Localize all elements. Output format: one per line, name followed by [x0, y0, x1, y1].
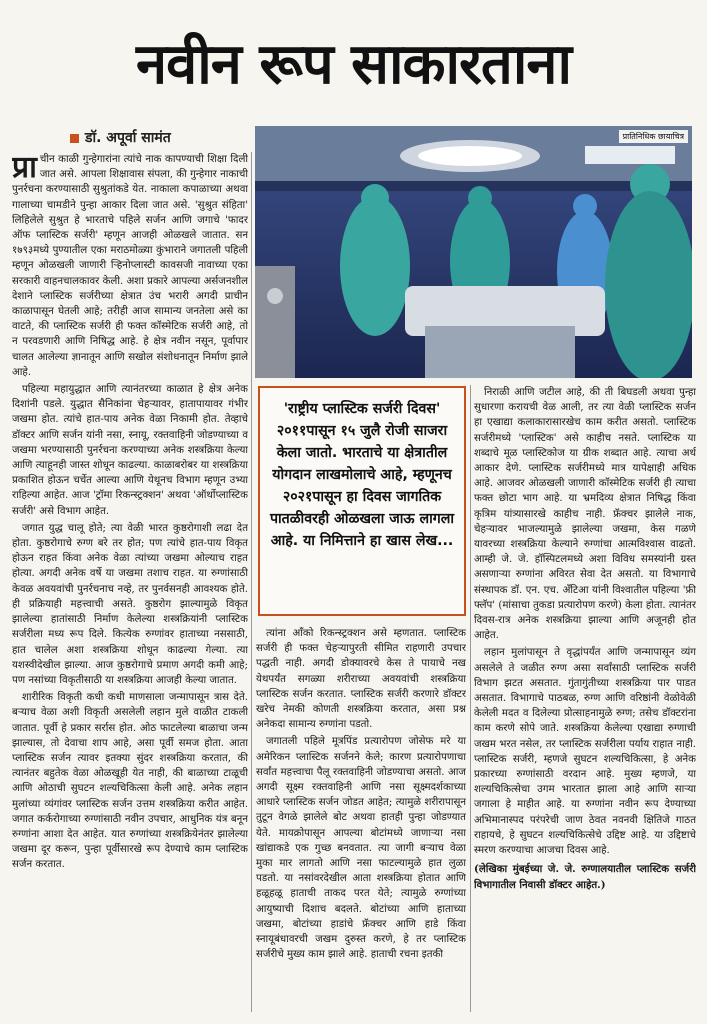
column-divider — [470, 385, 471, 1012]
surgery-photo — [255, 126, 692, 378]
paragraph: लहान मुलांपासून ते वृद्धांपर्यंत आणि जन्मापासून व्यंग असलेले ते जळीत रुग्ण असा सर्वांसाठी प्लास्टिक सर्जरी विभाग झटत असतात. गुंतागुंतीच्या शस्त्रक्रिया पार पाडत असतात. विभागाचे पाठबळ, रुग्ण आणि वरिष्ठांनी वेळोवेळी केलेली मदत व दिलेल्या प्रोत्साहनामुळे रुग्ण; तसेच डॉक्टरांना काम करणे सोपे जाते. शस्त्रक्रिया केलेल्या एखाद्या रुग्णाची जखम भरत नसेल, तर प्लास्टिक सर्जरीला पर्याय राहात नाही. प्लास्टिक सर्जरी, म्हणजे सुघटन शल्यचिकित्सा, हे अनेक प्रकारच्या रुग्णांसाठी वरदान आहे. मुख्य म्हणजे, या शल्यचिकित्सेचा उगम भारतात झाला आहे आणि साऱ्या जगाला हे माहीत आहे. या रुग्णांना नवीन रूप देण्याच्या अभिमानास्पद परंपरेची जाण ठेवत नवनवी क्षितिजे गाठत राहायचे, हे सुघटन शल्यचिकित्सेचे उद्दिष्ट आहे. या उद्दिष्टाचे स्मरण करण्याचा आजचा दिवस आहे. — [474, 647, 696, 857]
pull-quote: 'राष्ट्रीय प्लास्टिक सर्जरी दिवस' २०११पासून १५ जुलै रोजी साजरा केला जातो. भारताचे या क्षेत्रातील योगदान लाखमोलाचे आहे, म्हणूनच २०२१पासून हा दिवस जागतिक पातळीवरही ओळखला जाऊ लागला आहे. या निमित्ताने हा खास लेख... — [258, 386, 466, 616]
paragraph: निराळी आणि जटील आहे, की ती बिघडली अथवा पुन्हा सुधारणा करायची वेळ आली, तर त्या वेळी प्लास्टिक सर्जन हा एखाद्या कलाकारासारखेच काम करीत असतो. प्लास्टिक सर्जरीमध्ये 'प्लास्टिक' असे काहीच नसते. प्लास्टिक या शब्दाचे मूळ प्लास्टिकोज या ग्रीक शब्दात आहे. त्याचा अर्थ आकार देणे. प्लास्टिक सर्जरीमध्ये मात्र यापेक्षाही अधिक आहे. आजवर ओळखली जाणारी कॉस्मेटिक सर्जरी ही त्याचा फक्त छोटा भाग आहे. या भ्रमदिव्य क्षेत्रात निषिद्ध किंवा कृत्रिम यांत्र्यासारखे काहीच नाही. फ्रॅक्चर झालेले नाक, चेहऱ्यावर भाजल्यामुळे झालेल्या जखमा, केस गळणे यावरच्या शस्त्रक्रिया केल्याने रुग्णांचा आत्मविश्वास वाढतो. आम्ही जे. जे. हॉस्पिटलमध्ये अशा विविध समस्यांनी ग्रस्त असणाऱ्या रुग्णांना अविरत सेवा देत असतो. या विभागाचे संस्थापक डॉ. एन. एच. अँटिआ यांनी विश्वातील पहिल्या 'फ्री फ्लॅप' (मांसाचा तुकडा प्रत्यारोपण करणे) केला होता. त्यानंतर दिवस-रात्र अनेक शस्त्रक्रिया झाल्या आणि अजूनही होत आहेत. — [474, 387, 696, 642]
paragraph: त्यांना ऑंको रिकन्स्ट्रक्शन असे म्हणतात. प्लास्टिक सर्जरी ही फक्त चेहऱ्यापुरती सीमित राहणारी उपचार पद्धती नाही. अगदी डोक्यावरचे केस ते पायाचे नख येथपर्यंत सगळ्या शरीराच्या अवयवांची शस्त्रक्रिया प्लास्टिक सर्जन करतात. प्लास्टिक सर्जरी करणारे डॉक्टर खरेच नेमकी कोणती शस्त्रक्रिया करतात, असा प्रश्न अनेकदा सामान्य रुग्णांना पडतो. — [256, 628, 466, 731]
byline-square-icon — [70, 134, 79, 143]
paragraph: प्रा चीन काळी गुन्हेगारांना त्यांचे नाक कापण्याची शिक्षा दिली जात असे. आपला शिक्षावास संपला, की गुन्हेगार नाकाची पुनर्रचना करण्यासाठी सुश्रुतांकडे येत. नाकाला कपाळाच्या अथवा गालाच्या चामडीने पुन्हा आकार दिला जात असे. 'सुश्रुत संहिता' लिहिलेले सुश्रुत हे भारताचे पहिले सर्जन आणि जगाचे 'फादर ऑफ प्लास्टिक सर्जरी' म्हणून आजही ओळखले जातात. सन १७९३मध्ये पुण्यातील एका मराठमोळ्या कुंभाराने जगातली पहिली म्हणून ओळखली जाणारी ऱ्हिनोप्लास्टी कावसजी नावाच्या एका सरकारी वाहनचालकावर केली. अशा प्रकारे आपल्या अर्सजनशील देशाने प्लास्टिक सर्जरीच्या क्षेत्रात उंच भरारी अगदी प्राचीन काळापासून घेतली आहे; तरीही आज सामान्य जनतेला असे का वाटते, की प्लास्टिक सर्जरी ही फक्त कॉस्मेटिक सर्जरी आहे, तो न परवडणारी आणि निषिद्ध आहे. हे क्षेत्र नवीन नसून, पूर्वापार चालत आलेल्या ज्ञानातून आणि सखोल संशोधनातून निर्माण झाले आहे. — [12, 152, 248, 378]
photo-caption: प्रातिनिधिक छायाचित्र — [619, 130, 688, 143]
operating-room-illustration — [255, 126, 692, 378]
column-divider — [251, 152, 252, 1012]
paragraph: जगातली पहिले मूत्रपिंड प्रत्यारोपण जोसेफ मरे या अमेरिकन प्लास्टिक सर्जनने केले; कारण प्रत्यारोपणाचा सर्वांत महत्त्वाचा पैलू रक्तवाहिनी जोडण्याचा असतो. आज अगदी सूक्ष्म रक्तवाहिनी आणि नसा सूक्ष्मदर्शकाच्या आधारे प्लास्टिक सर्जन जोडत आहेत; त्यामुळे शरीरापासून तुटून वेगळे झालेले बोट अथवा हातही पुन्हा जोडण्यात येते. मायक्रोपासून आपल्या बोटांमध्ये जाणाऱ्या नसा खांद्याकडे एक गुच्छ बनवतात. त्या जागी बऱ्याच वेळा मुका मार लागतो आणि नसा फाटल्यामुळे हात लुळा पडतो. या नसांवरदेखील आता शस्त्रक्रिया होतात आणि हळूहळू हाताची ताकद परत येते; त्यामुळे रुग्णांच्या आयुष्याची दिशाच बदलते. बोटांच्या आणि हाताच्या जखमा, बोटांच्या हाडांचे फ्रॅक्चर आणि हाडे किंवा स्नायूबंधावरची जखम दुरुस्त करणे, हे तर प्लास्टिक सर्जरीचे मुख्य काम झाले आहे. हाताची रचना इतकी — [256, 736, 466, 961]
article-column-2 — [256, 626, 466, 1010]
author-name: डॉ. अपूर्वा सामंत — [85, 130, 171, 146]
byline — [70, 128, 171, 147]
headline: नवीन रूप साकारताना — [136, 32, 571, 97]
paragraph: पहिल्या महायुद्धात आणि त्यानंतरच्या काळात हे क्षेत्र अनेक दिशांनी पडले. युद्धात सैनिकांना चेहऱ्यावर, हातापायावर गंभीर जखमा होत. त्यांचे हात-पाय अनेक वेळा निकामी होत. तेव्हाचे डॉक्टर आणि सर्जन यांनी नसा, स्नायू, रक्तवाहिनी जोडण्याच्या व जखमा भरण्यासाठी पुनर्रचना करण्याच्या अनेक शस्त्रक्रिया केल्या आणि त्याहूनही जास्त शोधून काढल्या. काळाबरोबर या शस्त्रक्रिया प्रकाशित होऊन चर्चेत आल्या आणि येथूनच विभाग म्हणून उभ्या राहिल्या आहेत. आज 'ट्रॉमा रिकन्स्ट्रक्शन' अथवा 'ऑर्थोप्लास्टिक सर्जरी' असे विभाग आहेत. — [12, 384, 248, 517]
article-column-1 — [12, 152, 248, 1010]
article-column-3 — [474, 385, 696, 1015]
dropcap: प्रा — [12, 152, 37, 185]
author-note: (लेखिका मुंबईच्या जे. जे. रुग्णालयातील प्लास्टिक सर्जरी विभागातील निवासी डॉक्टर आहेत.) — [474, 863, 696, 891]
paragraph: जगात युद्ध चालू होते; त्या वेळी भारत कुष्ठरोगाशी लढा देत होता. कुष्ठरोगाचे रुग्ण बरे तर होत; पण त्यांचे हात-पाय विकृत होऊन राहत किंवा अनेक वेळा त्यांच्या जखमा ओल्याच राहत होत्या. अगदी अनेक वर्षे या जखमा तशाच राहत. या रुग्णांसाठी केवळ अवयवांची पुनर्रचनाच नव्हे, तर पुनर्वसनही आवश्यक होते. ही प्रक्रियाही महत्त्वाची असते. कुष्ठरोग झाल्यामुळे विकृत झालेल्या हातांसाठी निर्माण केलेल्या शस्त्रक्रियांनी प्लास्टिक सर्जरीला मध्य रूप दिले. कित्येक रुग्णांवर हाताच्या नससाठी, हात चालेल अशा शस्त्रक्रिया शोधून काढल्या गेल्या. त्या यशस्वीदेखील झाल्या. आज कुष्ठरोगाचे प्रमाण अगदी कमी आहे; पण नसांच्या विकृतीसाठी या शस्त्रक्रिया आजही केल्या जातात. — [12, 522, 248, 686]
paragraph: शारीरिक विकृती कधी कधी माणसाला जन्मापासून त्रास देते. बऱ्याच वेळा अशी विकृती असलेली लहान मुले वाळीत टाकली जातात. पूर्वी हे प्रकार सर्रास होत. ओठ फाटलेल्या बाळाचा जन्म झाल्यास, तो देवाचा शाप आहे, असा पूर्वी समज होता. आता प्लास्टिक सर्जन त्यावर इतक्या सुंदर शस्त्रक्रिया करतात, की त्यानंतर बहुतेक वेळा ओळखूही येत नाही, की बाळाच्या टाळूची आणि ओठाची सुघटन शल्यचिकित्सा केली आहे. अनेक लहान मुलांच्या व्यंगांवर प्लास्टिक सर्जन उत्तम शस्त्रक्रिया करीत आहेत. जगात कर्करोगाच्या रुग्णांसाठी नवीन उपचार, आधुनिक यंत्र बनून रुग्णांना आशा देत आहेत. यात रुग्णांच्या शस्त्रक्रियेनंतर झालेल्या जखमा दूर करून, पुन्हा पूर्वीसारखे रूप देण्याचे काम प्लास्टिक सर्जन करतात. — [12, 692, 248, 871]
